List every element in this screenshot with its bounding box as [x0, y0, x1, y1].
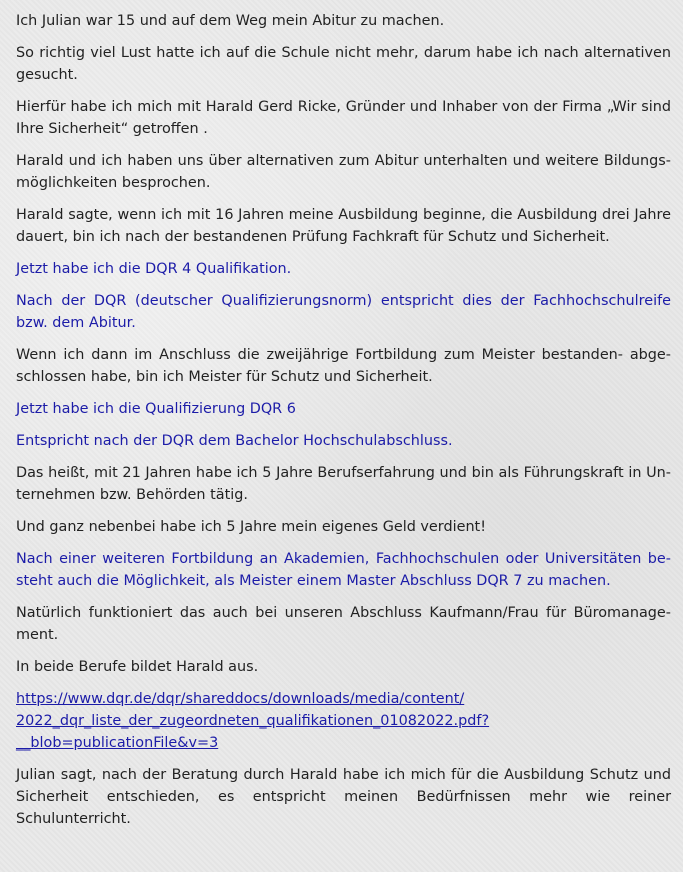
paragraph-dqr-equivalent: Nach der DQR (deutscher Qualifizierungsnorm) entspricht dies der Fachhochschulreife bzw. dem Abitur.: [16, 293, 671, 331]
paragraph-apprenticeship: Harald sagte, wenn ich mit 16 Jahren meine Ausbildung beginne, die Ausbildung drei Jahre dauert, bin ich nach der bestandenen Prüfung Fachkraft für Schutz und Sicherheit.: [16, 207, 671, 245]
paragraph-dqr4: Jetzt habe ich die DQR 4 Qualifikation.: [16, 261, 292, 277]
paragraph-own-money: Und ganz nebenbei habe ich 5 Jahre mein eigenes Geld verdient!: [16, 519, 486, 535]
paragraph-intro: Ich Julian war 15 und auf dem Weg mein Abitur zu machen.: [16, 13, 445, 29]
paragraph-meeting: Hierfür habe ich mich mit Harald Gerd Ricke, Gründer und Inhaber von der Firma „Wir sind Ihre Sicherheit“ getroffen .: [16, 99, 671, 137]
paragraph-dqr6: Jetzt habe ich die Qualifizierung DQR 6: [16, 401, 296, 417]
link-line-3: __blob=publicationFile&v=3: [16, 735, 219, 751]
link-paragraph: [16, 688, 671, 754]
paragraph-experience: Das heißt, mit 21 Jahren habe ich 5 Jahre Berufserfahrung und bin als Führungskraft in Unternehmen bzw. Behörden tätig.: [16, 465, 671, 503]
link-line-1: https://www.dqr.de/dqr/shareddocs/downloads/media/content/: [16, 691, 465, 707]
paragraph-motivation: So richtig viel Lust hatte ich auf die Schule nicht mehr, darum habe ich nach alternativen gesucht.: [16, 45, 671, 83]
paragraph-discussion: Harald und ich haben uns über alternativen zum Abitur unterhalten und weitere Bildungsmöglichkeiten besprochen.: [16, 153, 671, 191]
paragraph-bachelor: Entspricht nach der DQR dem Bachelor Hochschulabschluss.: [16, 433, 453, 449]
dqr-list-link[interactable]: [16, 691, 489, 751]
paragraph-master-training: Wenn ich dann im Anschluss die zweijährige Fortbildung zum Meister bestanden- abgeschlossen habe, bin ich Meister für Schutz und Sicherheit.: [16, 347, 671, 385]
link-line-2: 2022_dqr_liste_der_zugeordneten_qualifikationen_01082022.pdf?: [16, 713, 490, 729]
paragraph-both-professions: In beide Berufe bildet Harald aus.: [16, 659, 259, 675]
paragraph-closing: Julian sagt, nach der Beratung durch Harald habe ich mich für die Ausbildung Schutz und Sicherheit entschieden, es entspricht meinen Bedürfnissen mehr wie reiner Schulunterricht.: [16, 767, 671, 827]
paragraph-office-management: Natürlich funktioniert das auch bei unseren Abschluss Kaufmann/Frau für Büromanagement.: [16, 605, 671, 643]
paragraph-dqr7: Nach einer weiteren Fortbildung an Akademien, Fachhochschulen oder Universitäten besteht auch die Möglichkeit, als Meister einem Master Abschluss DQR 7 zu machen.: [16, 551, 671, 589]
article-body: [16, 10, 671, 840]
